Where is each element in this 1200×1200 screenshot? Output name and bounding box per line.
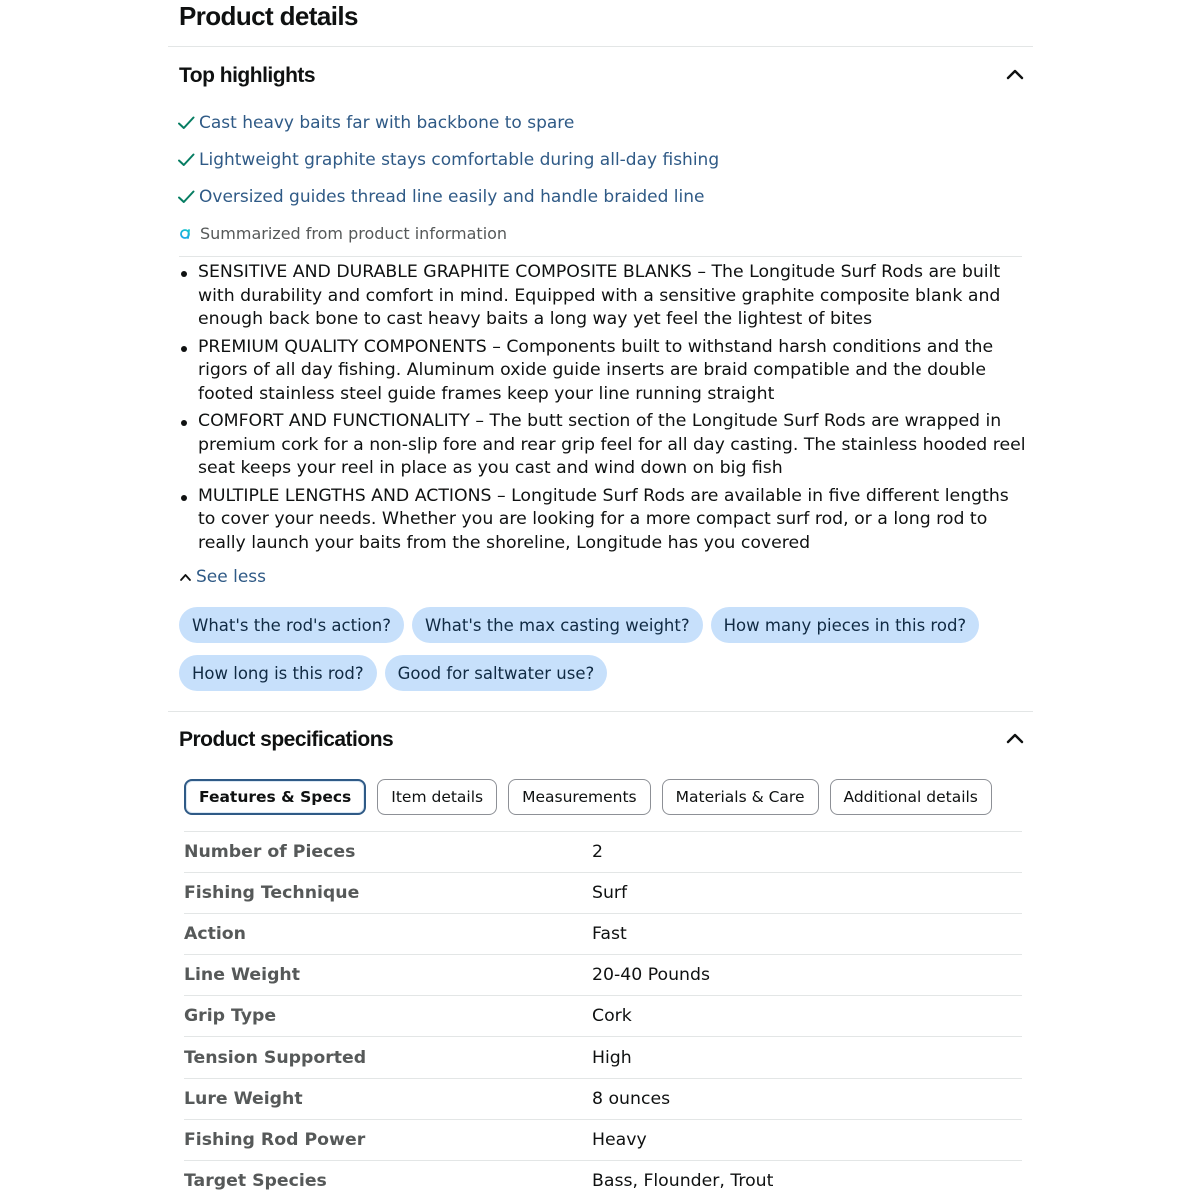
check-icon xyxy=(177,114,195,132)
page-title: Product details xyxy=(179,1,358,31)
spec-value: Bass, Flounder, Trout xyxy=(592,1170,774,1191)
chevron-up-icon[interactable] xyxy=(1004,66,1026,82)
spec-key: Number of Pieces xyxy=(184,842,356,863)
table-row xyxy=(184,872,1022,913)
check-icon xyxy=(177,151,195,169)
spec-value: 20-40 Pounds xyxy=(592,965,710,986)
spec-key: Line Weight xyxy=(184,965,300,986)
chevron-up-icon[interactable] xyxy=(1004,730,1026,746)
divider xyxy=(168,711,1033,712)
highlight-item xyxy=(177,110,574,136)
highlight-text: Oversized guides thread line easily and handle braided line xyxy=(199,187,705,207)
table-row xyxy=(184,913,1022,954)
spec-value: Heavy xyxy=(592,1129,647,1150)
spec-table xyxy=(184,831,1022,1200)
table-row xyxy=(184,1078,1022,1119)
summary-note xyxy=(179,221,507,245)
table-row xyxy=(184,831,1022,872)
table-row xyxy=(184,1036,1022,1077)
tab-additional-details[interactable]: Additional details xyxy=(830,779,992,815)
divider xyxy=(168,46,1033,47)
table-row xyxy=(184,1119,1022,1160)
question-chip[interactable]: What's the rod's action? xyxy=(179,607,404,643)
question-chip[interactable]: What's the max casting weight? xyxy=(412,607,703,643)
table-row xyxy=(184,954,1022,995)
product-specifications-title: Product specifications xyxy=(179,728,394,751)
spec-value: High xyxy=(592,1047,632,1068)
spec-key: Grip Type xyxy=(184,1006,277,1027)
tab-item-details[interactable]: Item details xyxy=(377,779,497,815)
table-row xyxy=(184,995,1022,1036)
see-less-link[interactable] xyxy=(179,564,266,590)
question-chips-row xyxy=(179,607,1039,643)
question-chips-row xyxy=(179,655,1039,691)
spec-value: Cork xyxy=(592,1006,632,1027)
spec-key: Tension Supported xyxy=(184,1047,367,1068)
highlight-text: Lightweight graphite stays comfortable during all-day fishing xyxy=(199,150,720,170)
spec-key: Action xyxy=(184,924,246,945)
spec-value: 8 ounces xyxy=(592,1088,671,1109)
feature-bullets xyxy=(179,261,1029,559)
feature-bullet: PREMIUM QUALITY COMPONENTS – Components built to withstand harsh conditions and the rigors of all day fishing. Aluminum oxide guide inserts are braid compatible and the double footed stainless steel guide frames keep your line running straight xyxy=(179,336,1029,407)
feature-bullet: MULTIPLE LENGTHS AND ACTIONS – Longitude Surf Rods are available in five different lengths to cover your needs. Whether you are looking for a more compact surf rod, or a long rod to really launch your baits from the shoreline, Longitude has you covered xyxy=(179,485,1029,556)
ai-sparkle-icon xyxy=(179,227,192,240)
highlight-text: Cast heavy baits far with backbone to spare xyxy=(199,113,575,133)
tab-materials-care[interactable]: Materials & Care xyxy=(662,779,819,815)
highlight-item xyxy=(177,147,719,173)
question-chip[interactable]: How many pieces in this rod? xyxy=(711,607,980,643)
spec-tabs xyxy=(184,779,992,815)
spec-value: 2 xyxy=(592,842,603,863)
table-row xyxy=(184,1160,1022,1200)
summary-note-text: Summarized from product information xyxy=(200,223,508,243)
question-chip[interactable]: Good for saltwater use? xyxy=(385,655,608,691)
divider xyxy=(179,256,1022,257)
spec-value: Fast xyxy=(592,924,627,945)
spec-value: Surf xyxy=(592,883,628,904)
feature-bullet: SENSITIVE AND DURABLE GRAPHITE COMPOSITE BLANKS – The Longitude Surf Rods are built with durability and comfort in mind. Equipped with a sensitive graphite composite blank and enough back bone to cast heavy baits a long way yet feel the lightest of bites xyxy=(179,261,1029,332)
spec-key: Fishing Rod Power xyxy=(184,1129,366,1150)
tab-features-specs[interactable]: Features & Specs xyxy=(184,779,366,815)
highlight-item xyxy=(177,184,704,210)
tab-measurements[interactable]: Measurements xyxy=(508,779,651,815)
feature-bullet: COMFORT AND FUNCTIONALITY – The butt section of the Longitude Surf Rods are wrapped in premium cork for a non-slip fore and rear grip feel for all day casting. The stainless hooded reel seat keeps your reel in place as you cast and wind down on big fish xyxy=(179,410,1029,481)
spec-key: Fishing Technique xyxy=(184,883,360,904)
see-less-label: See less xyxy=(196,567,267,587)
top-highlights-title: Top highlights xyxy=(179,64,316,87)
question-chip[interactable]: How long is this rod? xyxy=(179,655,377,691)
check-icon xyxy=(177,188,195,206)
chevron-up-icon xyxy=(179,572,192,582)
spec-key: Target Species xyxy=(184,1170,327,1191)
spec-key: Lure Weight xyxy=(184,1088,303,1109)
